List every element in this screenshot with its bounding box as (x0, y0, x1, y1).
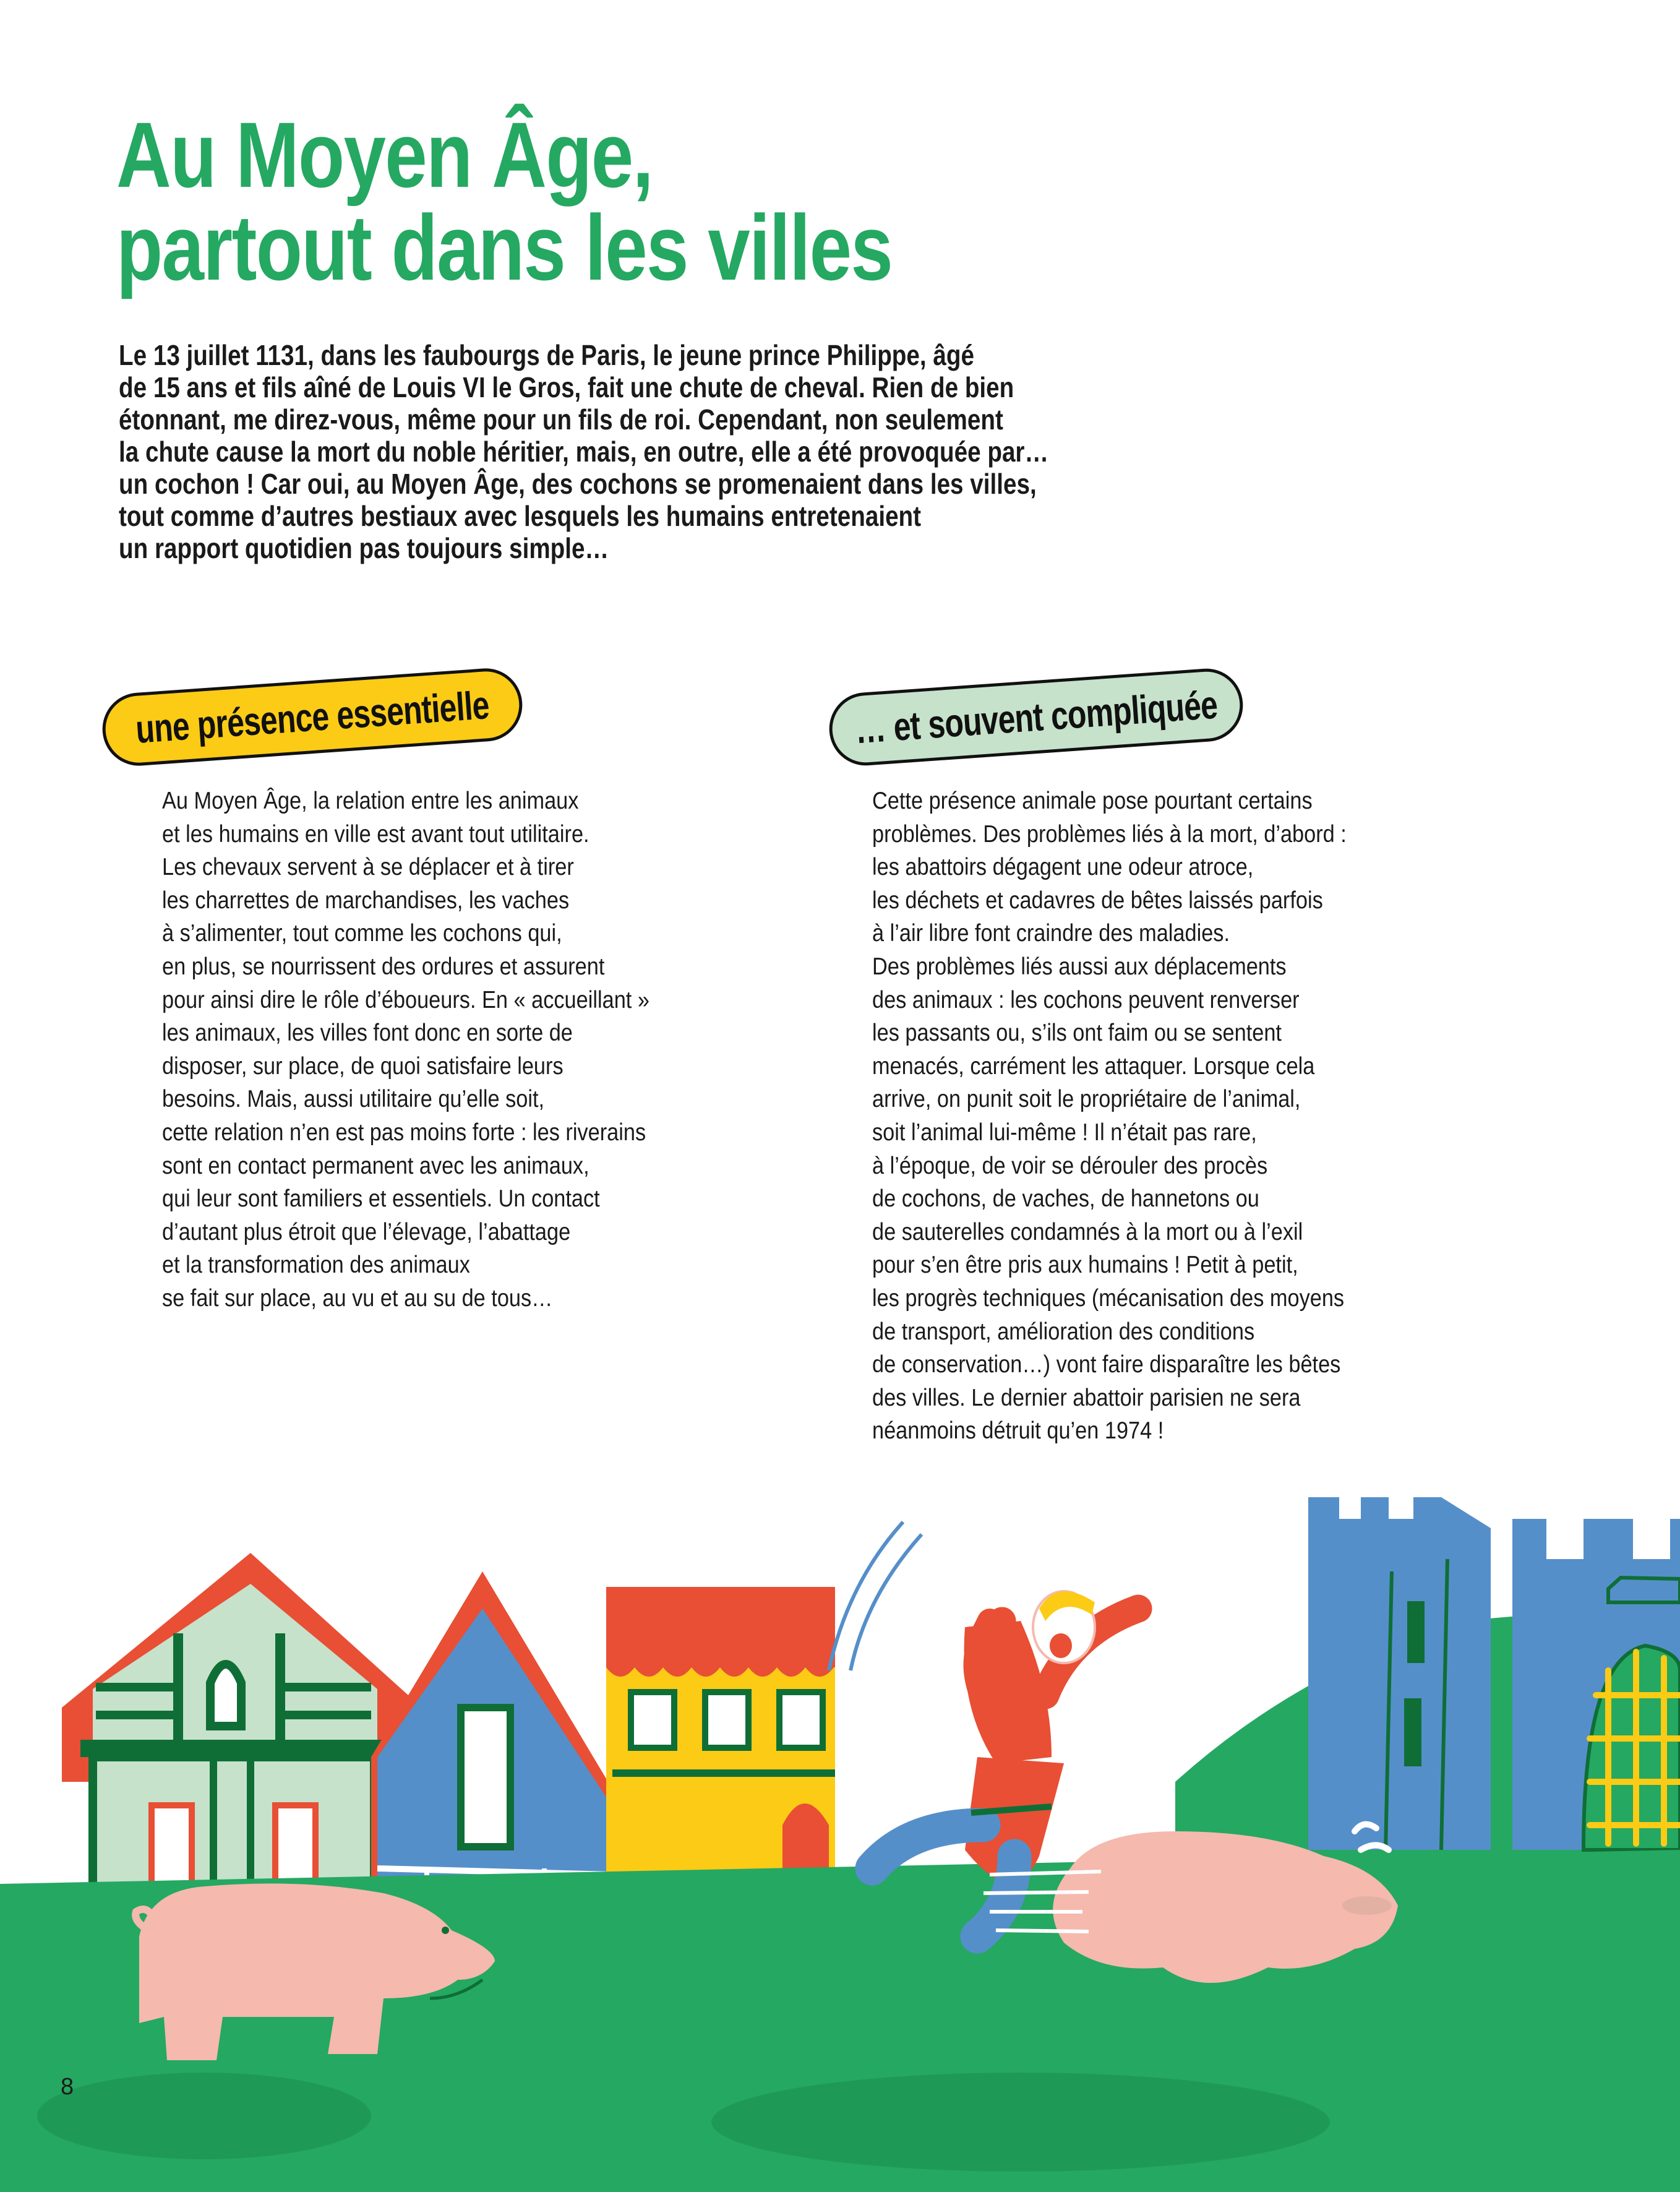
blue-house-icon (371, 1571, 615, 1924)
text-line: à l’époque, de voir se dérouler des procès (872, 1152, 1268, 1179)
text-line: les abattoirs dégagent une odeur atroce, (872, 854, 1254, 881)
text-line: problèmes. Des problèmes liés à la mort, d’abord : (872, 820, 1347, 848)
intro-line: Le 13 juillet 1131, dans les faubourgs de Paris, le jeune prince Philippe, âgé (119, 339, 974, 371)
text-line: disposer, sur place, de quoi satisfaire leurs (162, 1052, 564, 1080)
intro-line: étonnant, me direz-vous, même pour un fils de roi. Cependant, non seulement (119, 403, 1003, 436)
section-heading: … et souvent compliquée (853, 682, 1219, 752)
intro-line: un rapport quotidien pas toujours simple… (119, 532, 609, 564)
text-line: Les chevaux servent à se déplacer et à tirer (162, 854, 574, 881)
text-line: Au Moyen Âge, la relation entre les animaux (162, 788, 579, 814)
medieval-town-illustration (0, 1472, 1680, 2192)
green-house-icon (62, 1553, 408, 1924)
intro-paragraph (119, 339, 1054, 564)
text-line: à l’air libre font craindre des maladies. (872, 920, 1230, 947)
intro-line: un cochon ! Car oui, au Moyen Âge, des cochons se promenaient dans les villes, (119, 468, 1037, 500)
left-column-text (162, 784, 649, 1315)
title-line: partout dans les villes (116, 196, 893, 299)
text-line: Cette présence animale pose pourtant certains (872, 788, 1313, 814)
text-line: les progrès techniques (mécanisation des moyens (872, 1284, 1345, 1312)
text-line: soit l’animal lui-même ! Il n’était pas rare, (872, 1119, 1257, 1146)
yellow-house-icon (606, 1587, 835, 1906)
intro-line: la chute cause la mort du noble héritier, mais, en outre, elle a été provoquée par… (119, 436, 1049, 468)
right-column-text (872, 784, 1347, 1448)
text-line: en plus, se nourrissent des ordures et assurent (162, 953, 605, 980)
text-line: se fait sur place, au vu et au su de tous… (162, 1284, 553, 1312)
text-line: qui leur sont familiers et essentiels. Un contact (162, 1185, 600, 1213)
text-line: cette relation n’en est pas moins forte : les riverains (162, 1119, 646, 1146)
text-line: pour s’en être pris aux humains ! Petit à petit, (872, 1252, 1298, 1279)
text-line: des animaux : les cochons peuvent renverser (872, 986, 1300, 1013)
section-badge-compliquee (827, 666, 1246, 768)
section-badge-essentielle (100, 666, 525, 768)
text-line: les déchets et cadavres de bêtes laissés parfois (872, 887, 1323, 914)
intro-line: de 15 ans et fils aîné de Louis VI le Gros, fait une chute de cheval. Rien de bien (119, 371, 1014, 403)
section-heading: une présence essentielle (134, 682, 491, 752)
text-line: Des problèmes liés aussi aux déplacements (872, 953, 1287, 980)
text-line: besoins. Mais, aussi utilitaire qu’elle soit, (162, 1086, 545, 1113)
page-title (116, 103, 893, 299)
text-line: à s’alimenter, tout comme les cochons qui, (162, 920, 562, 947)
text-line: arrive, on punit soit le propriétaire de l’animal, (872, 1086, 1301, 1113)
text-line: sont en contact permanent avec les animaux, (162, 1152, 589, 1179)
text-line: de conservation…) vont faire disparaître les bêtes (872, 1351, 1341, 1378)
text-line: néanmoins détruit qu’en 1974 ! (872, 1417, 1164, 1445)
text-line: les animaux, les villes font donc en sorte de (162, 1020, 573, 1047)
text-line: de transport, amélioration des conditions (872, 1318, 1255, 1345)
title-line: Au Moyen Âge, (116, 103, 653, 207)
text-line: les charrettes de marchandises, les vaches (162, 887, 570, 914)
text-line: et les humains en ville est avant tout utilitaire. (162, 820, 589, 848)
text-line: menacés, carrément les attaquer. Lorsque cela (872, 1052, 1315, 1080)
text-line: de sauterelles condamnés à la mort ou à l’exil (872, 1218, 1303, 1245)
text-line: les passants ou, s’ils ont faim ou se sentent (872, 1020, 1282, 1047)
text-line: de cochons, de vaches, de hannetons ou (872, 1185, 1259, 1213)
text-line: d’autant plus étroit que l’élevage, l’abattage (162, 1218, 571, 1245)
text-line: des villes. Le dernier abattoir parisien ne sera (872, 1384, 1301, 1411)
text-line: pour ainsi dire le rôle d’éboueurs. En « accueillant » (162, 986, 649, 1013)
text-line: et la transformation des animaux (162, 1252, 470, 1279)
page-number: 8 (61, 2074, 74, 2100)
intro-line: tout comme d’autres bestiaux avec lesquels les humains entretenaient (119, 500, 922, 532)
